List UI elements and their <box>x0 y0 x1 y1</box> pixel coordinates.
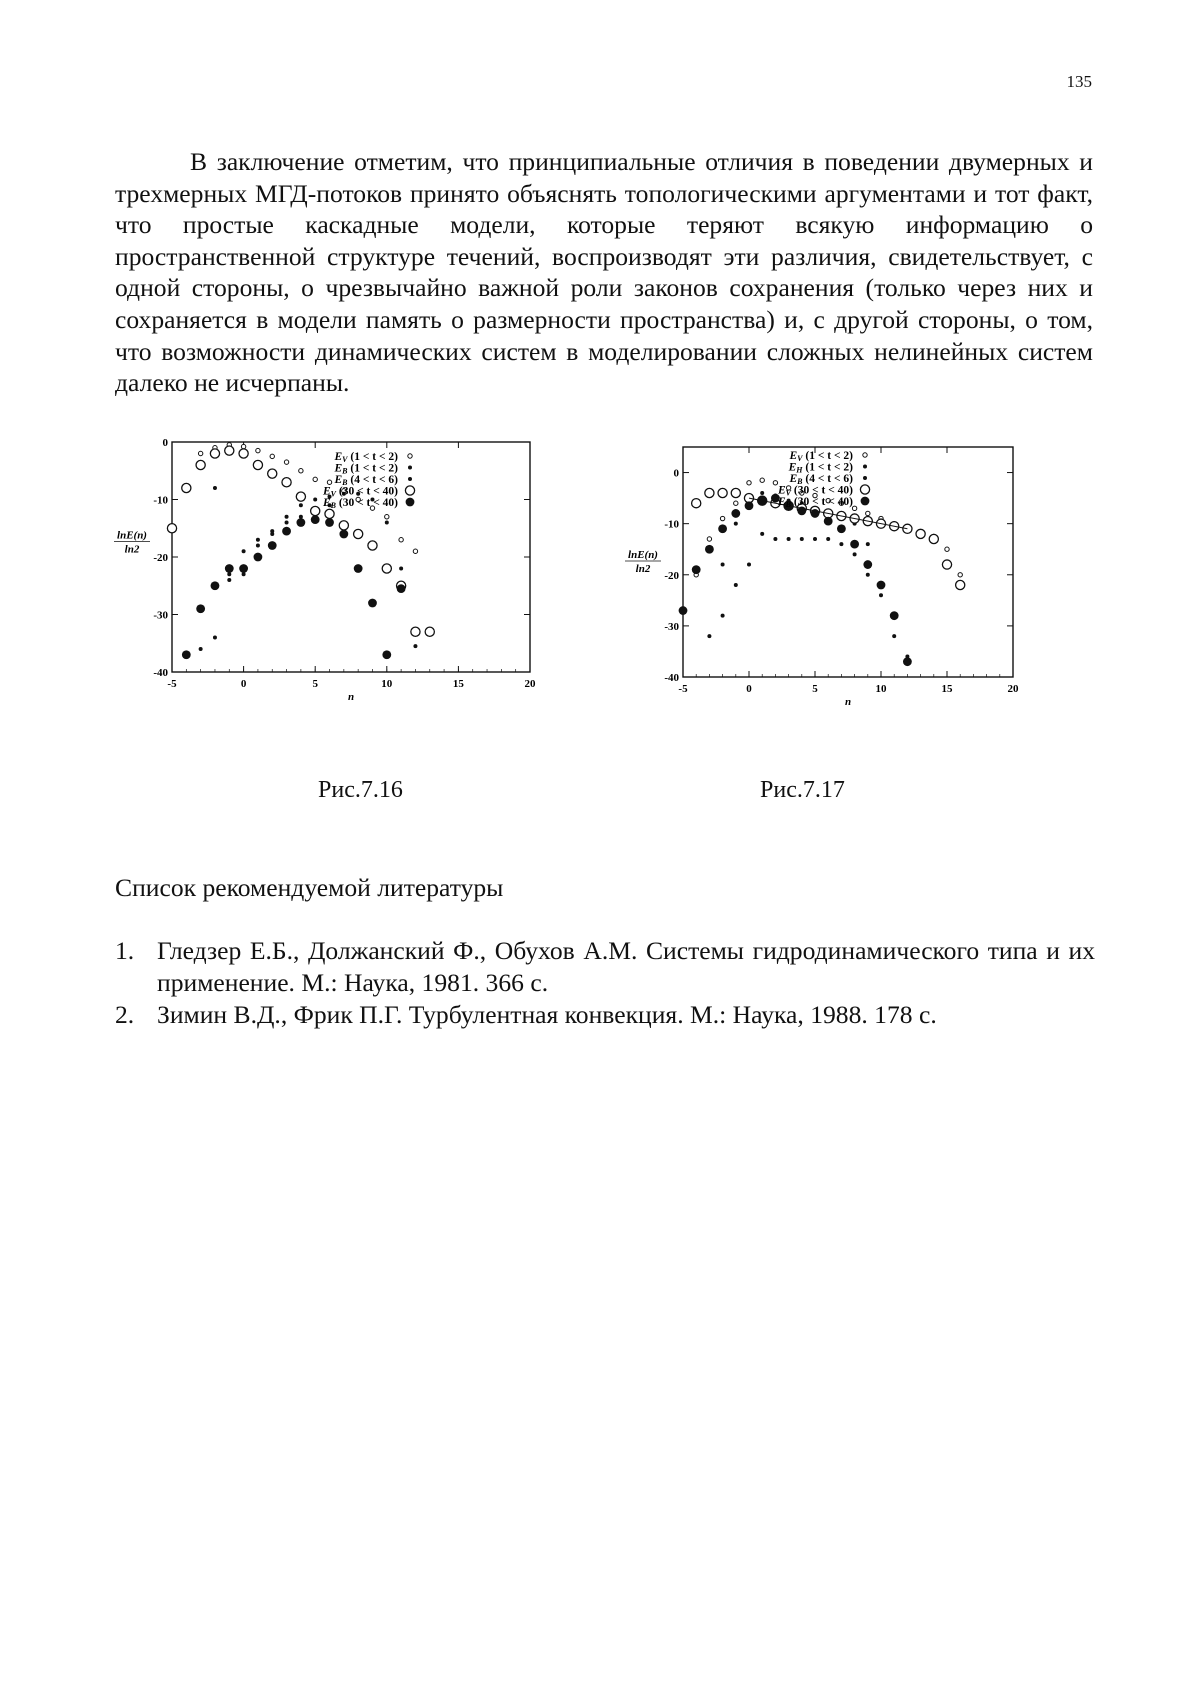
data-point <box>826 537 830 541</box>
references-list <box>115 935 1095 1031</box>
data-point <box>382 564 391 573</box>
data-point <box>284 460 288 464</box>
data-point <box>773 537 777 541</box>
data-point <box>339 530 348 539</box>
references-title: Список рекомендуемой литературы <box>115 873 504 902</box>
data-point <box>368 599 377 608</box>
chart-fig-7-17 <box>628 445 1075 735</box>
data-point <box>268 541 277 550</box>
data-point <box>721 563 725 567</box>
data-point <box>734 501 738 505</box>
data-point <box>313 498 317 502</box>
figure-7-16 <box>110 437 590 730</box>
data-point <box>692 499 701 508</box>
data-point <box>399 538 403 542</box>
data-point <box>707 537 711 541</box>
data-point <box>861 497 870 506</box>
data-point <box>296 518 305 527</box>
data-point <box>210 449 219 458</box>
series-small-filled <box>199 503 332 651</box>
data-point <box>747 481 751 485</box>
legend-entry: EV (30 < t < 40) <box>778 484 853 498</box>
data-point <box>313 477 317 481</box>
data-point <box>213 636 217 640</box>
data-point <box>406 498 415 507</box>
data-point <box>734 583 738 587</box>
data-point <box>256 538 260 542</box>
x-tick-label: 0 <box>240 678 247 690</box>
data-point <box>270 532 274 536</box>
y-tick-label: -30 <box>664 620 679 633</box>
data-point <box>325 518 334 527</box>
data-point <box>242 549 246 553</box>
legend-entry: EV (1 < t < 2) <box>789 450 853 463</box>
data-point <box>268 469 277 478</box>
reference-item <box>115 999 1095 1031</box>
data-point <box>718 488 727 497</box>
data-point <box>413 644 417 648</box>
y-tick-label: 0 <box>673 467 679 480</box>
legend-entry: EB (4 < t < 6) <box>334 474 398 487</box>
data-point <box>354 529 363 538</box>
reference-item <box>115 935 1095 999</box>
data-point <box>839 542 843 546</box>
data-point <box>196 460 205 469</box>
caption-fig-7-17: Рис.7.17 <box>760 777 845 803</box>
data-point <box>285 515 289 519</box>
data-point <box>182 483 191 492</box>
y-tick-label: -40 <box>153 667 168 679</box>
data-point <box>813 537 817 541</box>
x-tick-label: -5 <box>678 683 688 695</box>
data-point <box>382 650 391 659</box>
series-large-filled <box>679 494 912 666</box>
data-point <box>879 593 883 597</box>
legend-entry: EB (1 < t < 2) <box>334 462 398 476</box>
data-point <box>863 476 867 480</box>
data-point <box>254 553 263 562</box>
caption-fig-7-16: Рис.7.16 <box>318 777 403 803</box>
data-point <box>824 517 833 526</box>
data-point <box>863 465 867 469</box>
data-point <box>720 516 724 520</box>
data-point <box>760 491 764 495</box>
legend-entry: EB (4 < t < 6) <box>789 473 853 486</box>
data-point <box>866 542 870 546</box>
chart-fig-7-16 <box>110 437 590 730</box>
reference-number: 1. <box>115 936 135 965</box>
data-point <box>241 444 245 448</box>
y-axis-label: lnE(n) <box>117 529 147 542</box>
data-point <box>679 606 688 615</box>
data-point <box>877 581 886 590</box>
y-tick-label: -30 <box>153 609 168 622</box>
data-point <box>354 564 363 573</box>
data-point <box>745 501 754 510</box>
x-tick-label: 5 <box>312 678 318 690</box>
data-point <box>199 647 203 651</box>
data-point <box>408 454 412 458</box>
data-point <box>368 541 377 550</box>
data-point <box>850 540 859 549</box>
data-point <box>408 477 412 481</box>
data-point <box>296 492 305 501</box>
reference-text: Зимин В.Д., Фрик П.Г. Турбулентная конвекция. М.: Наука, 1988. 178 с. <box>157 1000 937 1029</box>
data-point <box>866 511 870 515</box>
data-point <box>852 506 856 510</box>
reference-text: Гледзер Е.Б., Должанский Ф., Обухов А.М. Системы гидродинамического типа и их применение. М.: Наука, 1981. 366 с. <box>157 936 1095 997</box>
y-axis-label: lnE(n) <box>628 549 658 561</box>
x-tick-label: 15 <box>452 678 464 690</box>
data-point <box>705 545 714 554</box>
data-point <box>325 509 334 518</box>
data-point <box>863 560 872 569</box>
data-point <box>773 481 777 485</box>
data-point <box>692 565 701 574</box>
data-point <box>399 567 403 571</box>
data-point <box>747 563 751 567</box>
figure-7-17 <box>628 445 1075 735</box>
data-point <box>890 611 899 620</box>
data-point <box>327 480 331 484</box>
data-point <box>903 657 912 666</box>
data-point <box>239 564 248 573</box>
y-axis-label: ln2 <box>124 543 140 556</box>
body-paragraph: В заключение отметим, что принципиальные отличия в поведении двумерных и трехмерных МГД-потоков принято объяснять топологическими аргументами и тот факт, что простые каскадные модели, которые теряют всякую информацию о пространственной структуре течений, воспроизводят эти различия, свидетельствует, с одной стороны, о чрезвычайно важной роли законов сохранения (только через них и сохраняется в модели память о размерности пространства) и, с другой стороны, о том, что возможности динамических систем в моделировании сложных нелинейных систем далеко не исчерпаны. <box>115 147 1093 398</box>
data-point <box>800 537 804 541</box>
data-point <box>760 478 764 482</box>
legend-entry: EV (30 < t < 40) <box>323 485 398 499</box>
y-tick-label: -40 <box>664 672 679 684</box>
data-point <box>863 453 867 457</box>
x-tick-label: 5 <box>812 683 818 695</box>
x-axis-label: n <box>347 691 355 703</box>
data-point <box>853 552 857 556</box>
data-point <box>958 573 962 577</box>
data-point <box>945 547 949 551</box>
data-point <box>760 532 764 536</box>
y-tick-label: -20 <box>664 569 679 582</box>
data-point <box>299 503 303 507</box>
data-point <box>256 544 260 548</box>
data-point <box>903 524 912 533</box>
page-number: 135 <box>1066 72 1092 91</box>
data-point <box>311 506 320 515</box>
data-point <box>425 627 434 636</box>
series-small-filled <box>707 532 909 659</box>
x-tick-label: 10 <box>381 678 393 690</box>
x-tick-label: 0 <box>746 683 752 695</box>
y-tick-label: -10 <box>664 518 679 531</box>
legend-entry: EB (30 < t < 40) <box>778 496 853 509</box>
data-point <box>916 529 925 538</box>
data-point <box>860 485 869 494</box>
data-point <box>299 469 303 473</box>
x-tick-label: 15 <box>941 683 953 695</box>
data-point <box>282 527 291 536</box>
x-tick-label: 20 <box>524 678 536 690</box>
data-point <box>705 488 714 497</box>
data-point <box>397 584 406 593</box>
data-point <box>239 449 248 458</box>
data-point <box>837 524 846 533</box>
data-point <box>198 451 202 455</box>
data-point <box>196 604 205 613</box>
x-tick-label: -5 <box>167 678 177 690</box>
data-point <box>213 486 217 490</box>
data-point <box>385 515 389 519</box>
data-point <box>411 627 420 636</box>
data-point <box>270 454 274 458</box>
data-point <box>227 578 231 582</box>
data-point <box>707 634 711 638</box>
data-point <box>211 581 220 590</box>
data-point <box>256 448 260 452</box>
legend-entry: EB (30 < t < 40) <box>323 497 398 510</box>
data-point <box>285 521 289 525</box>
data-point <box>892 634 896 638</box>
data-point <box>734 522 738 526</box>
data-point <box>408 466 412 470</box>
data-point <box>225 446 234 455</box>
data-point <box>182 650 191 659</box>
data-point <box>731 509 740 518</box>
y-tick-label: 0 <box>162 437 168 449</box>
data-point <box>385 521 389 525</box>
data-point <box>413 549 417 553</box>
data-point <box>405 486 414 495</box>
data-point <box>718 524 727 533</box>
x-tick-label: 10 <box>875 683 887 695</box>
y-tick-label: -10 <box>153 494 168 507</box>
data-point <box>282 478 291 487</box>
data-point <box>253 460 262 469</box>
data-point <box>942 560 951 569</box>
data-point <box>956 580 965 589</box>
data-point <box>311 515 320 524</box>
data-point <box>866 573 870 577</box>
y-axis-label: ln2 <box>635 563 651 575</box>
x-axis-label: n <box>844 696 852 708</box>
legend-entry: EH (1 < t < 2) <box>788 461 853 475</box>
data-point <box>225 564 234 573</box>
x-tick-label: 20 <box>1007 683 1019 695</box>
data-point <box>167 524 176 533</box>
reference-number: 2. <box>115 1000 135 1029</box>
data-point <box>339 521 348 530</box>
legend-entry: EV (1 < t < 2) <box>334 451 398 464</box>
data-point <box>731 488 740 497</box>
y-tick-label: -20 <box>153 552 168 564</box>
data-point <box>787 537 791 541</box>
data-point <box>721 614 725 618</box>
data-point <box>929 534 938 543</box>
